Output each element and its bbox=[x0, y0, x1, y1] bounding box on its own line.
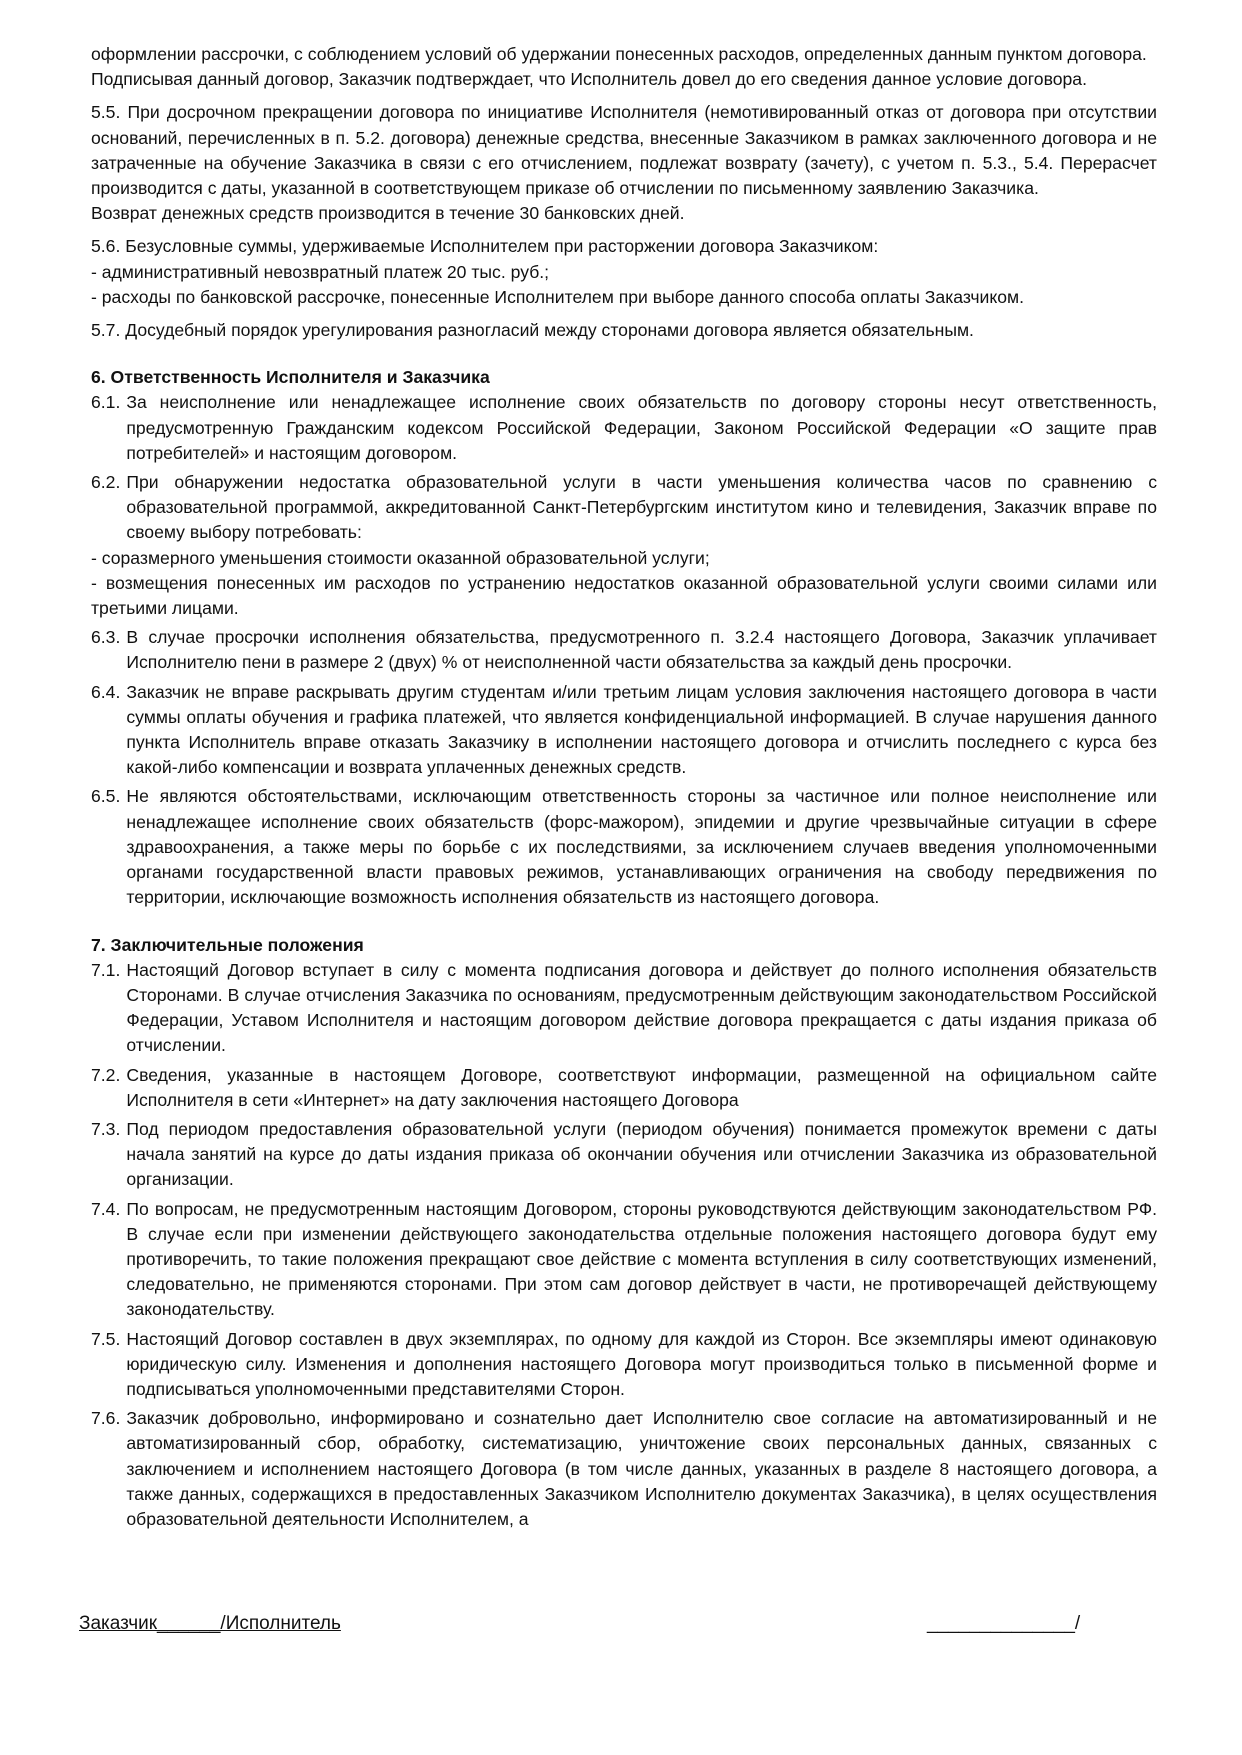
clause-text: Настоящий Договор вступает в силу с момента подписания договора и действует до полного исполнения обязательств Сторонами. В случае отчисления Заказчика по основаниям, предусмотренным действующим законодательством Российской Федерации, Уставом Исполнителя и настоящим договором действие договора прекращается с даты издания приказа об отчислении. bbox=[126, 959, 1157, 1056]
section-7-title: 7. Заключительные положения bbox=[91, 934, 364, 955]
signature-line: ______________/ bbox=[927, 1613, 1081, 1634]
clause-text: При обнаружении недостатка образовательной услуги в части уменьшения количества часов по сравнению с образовательной программой, аккредитованной Санкт-Петербургским институтом кино и телевидения, Заказчик вправе по своему выбору потребовать: bbox=[126, 472, 1157, 543]
clause-number: 7.3. bbox=[91, 1118, 121, 1139]
clause-6-4 bbox=[91, 680, 1157, 781]
clause-7-4 bbox=[91, 1197, 1157, 1323]
clause-number: 6.4. bbox=[91, 681, 121, 702]
intro-paragraph-2: Подписывая данный договор, Заказчик подтверждает, что Исполнитель довел до его сведения данное условие договора. bbox=[91, 69, 1087, 90]
clause-number: 7.6. bbox=[91, 1408, 121, 1429]
clause-7-6 bbox=[91, 1406, 1157, 1532]
signature-customer-executor: Заказчик______/Исполнитель bbox=[79, 1613, 341, 1634]
clause-5-5: 5.5. При досрочном прекращении договора по инициативе Исполнителя (немотивированный отказ от договора при отсутствии оснований, перечисленных в п. 5.2. договора) денежные средства, внесенные Заказчиком в рамках заключенного договора и не затраченные на обучение Заказчика в связи с его отчислением, подлежат возврату (зачету), с учетом п. 5.3., 5.4. Перерасчет производится с даты, указанной в соответствующем приказе об отчислении по письменному заявлению Заказчика. bbox=[91, 102, 1157, 199]
clause-text: Не являются обстоятельствами, исключающим ответственность стороны за частичное или полное неисполнение или ненадлежащее исполнение своих обязательств (форс-мажором), эпидемии и другие чрезвычайные ситуации в сфере здравоохранения, а также меры по борьбе с их последствиями, за исключением случаев введения уполномоченными органами государственной власти правовых режимов, устанавливающих ограничения на свободу передвижения по территории, исключающие возможность исполнения обязательств из настоящего договора. bbox=[126, 786, 1157, 908]
clause-text: Сведения, указанные в настоящем Договоре, соответствуют информации, размещенной на официальном сайте Исполнителя в сети «Интернет» на дату заключения настоящего Договора bbox=[126, 1064, 1157, 1110]
clause-6-2 bbox=[91, 470, 1157, 546]
clause-number: 6.1. bbox=[91, 392, 121, 413]
clause-text: По вопросам, не предусмотренным настоящим Договором, стороны руководствуются действующим законодательством РФ. В случае если при изменении действующего законодательства отдельные положения настоящего договора будут ему противоречить, то такие положения прекращают свое действие с момента вступления в силу соответствующих изменений, следовательно, не применяются сторонами. При этом сам договор действует в части, не противоречащей действующему законодательству. bbox=[126, 1198, 1157, 1320]
clause-6-3 bbox=[91, 625, 1157, 675]
clause-text: Под периодом предоставления образовательной услуги (периодом обучения) понимается промежуток времени с даты начала занятий на курсе до даты издания приказа об окончании обучения или отчислении Заказчика из образовательной организации. bbox=[126, 1118, 1157, 1190]
clause-5-7: 5.7. Досудебный порядок урегулирования разногласий между сторонами договора является обязательным. bbox=[91, 320, 974, 341]
clause-5-6-item-b: - расходы по банковской рассрочке, понесенные Исполнителем при выборе данного способа оплаты Заказчиком. bbox=[91, 286, 1025, 307]
clause-text: Заказчик добровольно, информировано и сознательно дает Исполнителю свое согласие на автоматизированный и не автоматизированный сбор, обработку, систематизацию, уничтожение своих персональных данных, связанных с заключением и исполнением настоящего Договора (в том числе данных, указанных в разделе 8 настоящего договора, а также данных, содержащихся в предоставленных Заказчиком Исполнителю документах Заказчика), в целях осуществления образовательной деятельности Исполнителем, а bbox=[126, 1408, 1157, 1529]
intro-paragraph-1: оформлении рассрочки, с соблюдением условий об удержании понесенных расходов, определенных данным пунктом договора. bbox=[91, 44, 1147, 64]
clause-5-5-refund: Возврат денежных средств производится в течение 30 банковских дней. bbox=[91, 203, 685, 224]
clause-6-5 bbox=[91, 784, 1157, 910]
clause-7-2 bbox=[91, 1063, 1157, 1113]
clause-number: 7.1. bbox=[91, 959, 121, 980]
clause-text: Настоящий Договор составлен в двух экземплярах, по одному для каждой из Сторон. Все экземпляры имеют одинаковую юридическую силу. Изменения и дополнения настоящего Договора могут производиться только в письменной форме и подписываться уполномоченными представителями Сторон. bbox=[126, 1328, 1157, 1399]
clause-5-6: 5.6. Безусловные суммы, удерживаемые Исполнителем при расторжении договора Заказчиком: bbox=[91, 236, 879, 257]
clause-number: 6.5. bbox=[91, 786, 121, 807]
clause-6-2-item-a: - соразмерного уменьшения стоимости оказанной образовательной услуги; bbox=[91, 547, 710, 568]
clause-7-5 bbox=[91, 1327, 1157, 1403]
clause-text: Заказчик не вправе раскрывать другим студентам и/или третьим лицам условия заключения настоящего договора в части суммы оплаты обучения и графика платежей, что является конфиденциальной информацией. В случае нарушения данного пункта Исполнитель вправе отказать Заказчику в исполнении настоящего договора и отчислить последнего с курса без какой-либо компенсации и возврата уплаченных денежных средств. bbox=[126, 681, 1157, 778]
clause-6-2-item-b: - возмещения понесенных им расходов по устранению недостатков оказанной образовательной услуги своими силами или третьими лицами. bbox=[91, 572, 1157, 619]
clause-number: 7.4. bbox=[91, 1198, 121, 1219]
clause-5-6-item-a: - административный невозвратный платеж 20 тыс. руб.; bbox=[91, 261, 550, 282]
clause-text: За неисполнение или ненадлежащее исполнение своих обязательств по договору стороны несут ответственность, предусмотренную Гражданским кодексом Российской Федерации, Законом Российской Федерации «О защите прав потребителей» и настоящим договором. bbox=[126, 392, 1157, 463]
clause-number: 7.2. bbox=[91, 1064, 121, 1085]
clause-7-1 bbox=[91, 958, 1157, 1059]
clause-text: В случае просрочки исполнения обязательства, предусмотренного п. 3.2.4 настоящего Договора, Заказчик уплачивает Исполнителю пени в размере 2 (двух) % от неисполненной части обязательства за каждый день просрочки. bbox=[126, 627, 1157, 673]
contract-page bbox=[91, 42, 1157, 1532]
clause-number: 7.5. bbox=[91, 1328, 121, 1349]
clause-number: 6.3. bbox=[91, 627, 121, 648]
clause-7-3 bbox=[91, 1117, 1157, 1193]
clause-number: 6.2. bbox=[91, 472, 121, 493]
section-6-title: 6. Ответственность Исполнителя и Заказчика bbox=[91, 367, 490, 388]
clause-6-1 bbox=[91, 390, 1157, 466]
